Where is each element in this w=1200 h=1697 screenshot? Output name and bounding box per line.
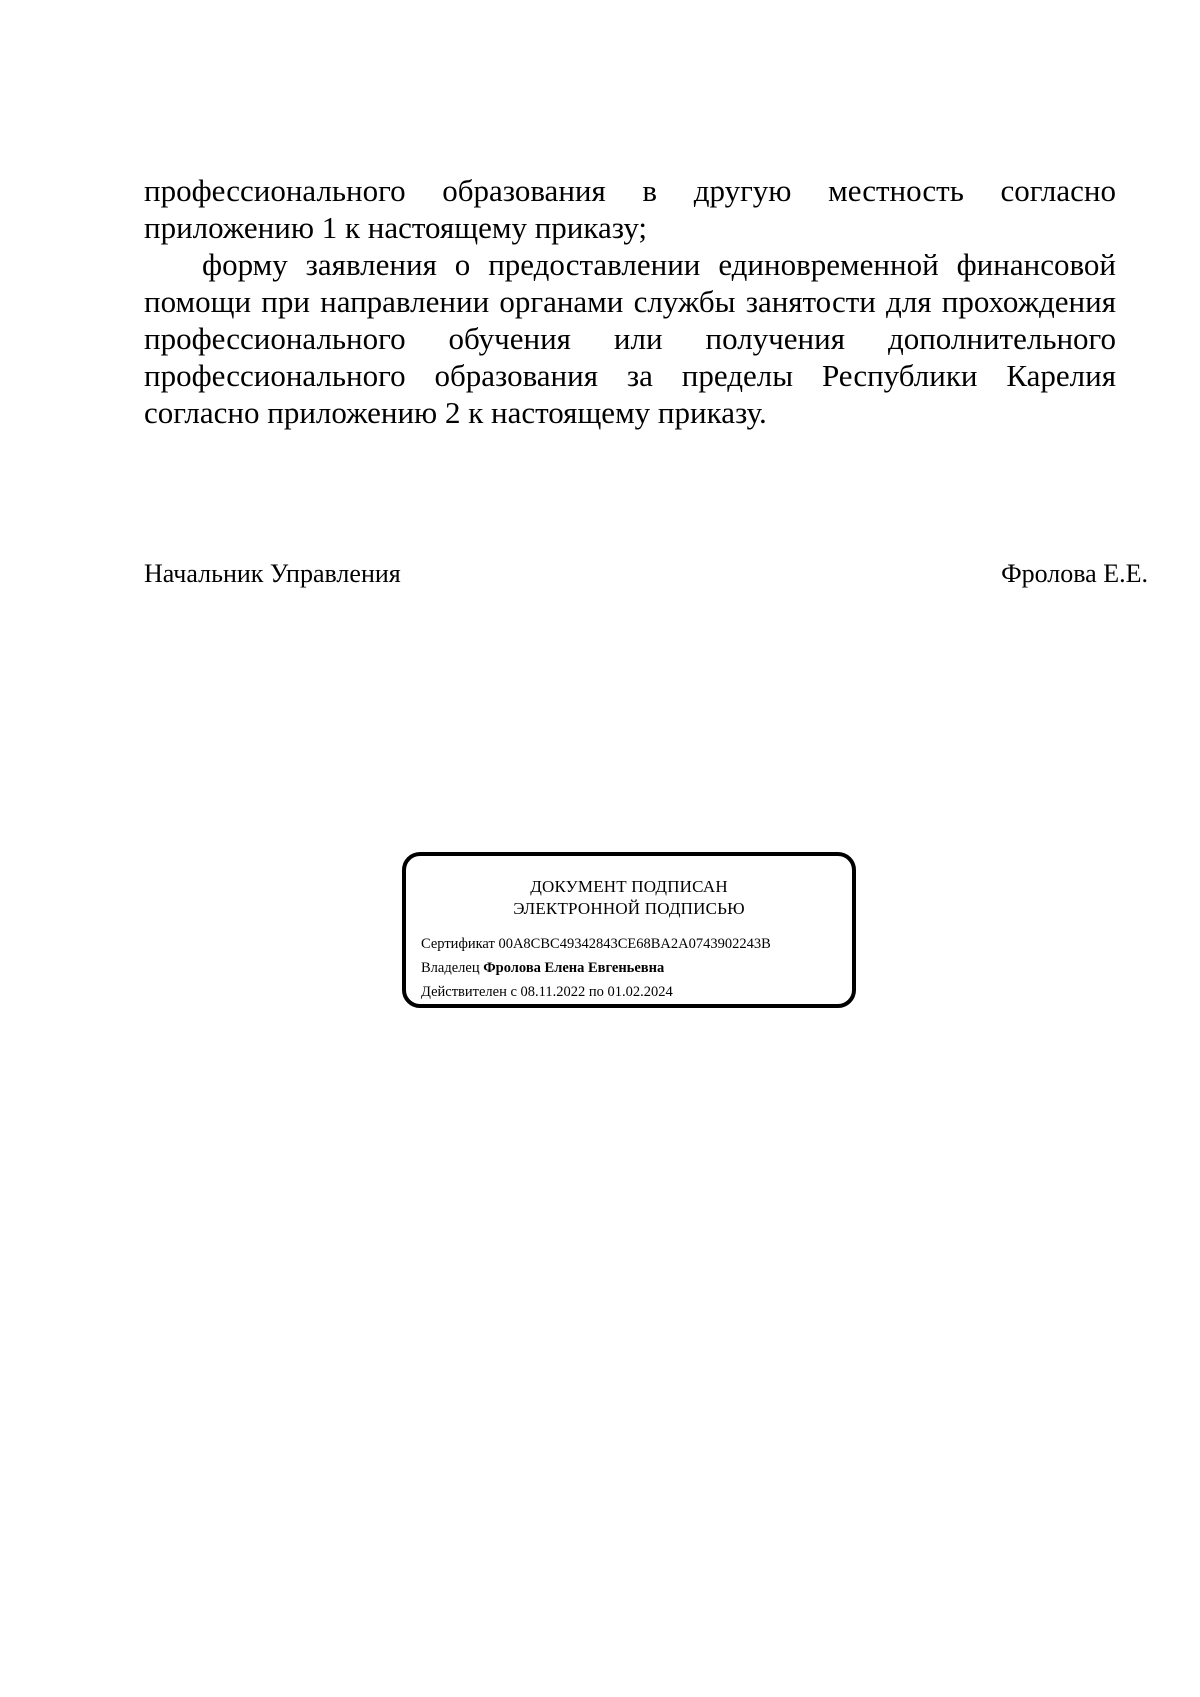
owner-line: [421, 956, 771, 980]
valid-from-date: 08.11.2022: [520, 984, 586, 1000]
signatory-name: Фролова Е.Е.: [1001, 559, 1148, 588]
stamp-details: [421, 932, 771, 1004]
certificate-label: Сертификат: [421, 936, 495, 952]
certificate-line: [421, 932, 771, 956]
valid-to-date: 01.02.2024: [607, 984, 673, 1000]
valid-to-label: по: [588, 984, 604, 1000]
signature-block: [144, 558, 1148, 590]
paragraph-2: форму заявления о предоставлении единовременной финансовой помощи при направлении органами службы занятости для прохождения профессионального обучения или получения дополнительного профессионального образования за пределы Республики Карелия согласно приложению 2 к настоящему приказу.: [144, 247, 1116, 430]
valid-from-label: Действителен с: [421, 984, 517, 1000]
owner-value: Фролова Елена Евгеньевна: [483, 960, 665, 976]
stamp-title-line-2: ЭЛЕКТРОННОЙ ПОДПИСЬЮ: [513, 899, 745, 918]
signatory-position: Начальник Управления: [144, 559, 401, 588]
certificate-value: 00A8CBC49342843CE68BA2A0743902243B: [498, 936, 771, 952]
validity-line: [421, 980, 771, 1004]
electronic-signature-stamp: [402, 852, 856, 1008]
paragraph-1: профессионального образования в другую местность согласно приложению 1 к настоящему приказу;: [144, 173, 1116, 245]
stamp-title: [406, 876, 852, 920]
stamp-title-line-1: ДОКУМЕНТ ПОДПИСАН: [530, 877, 728, 896]
owner-label: Владелец: [421, 960, 480, 976]
document-body: [144, 172, 1116, 431]
